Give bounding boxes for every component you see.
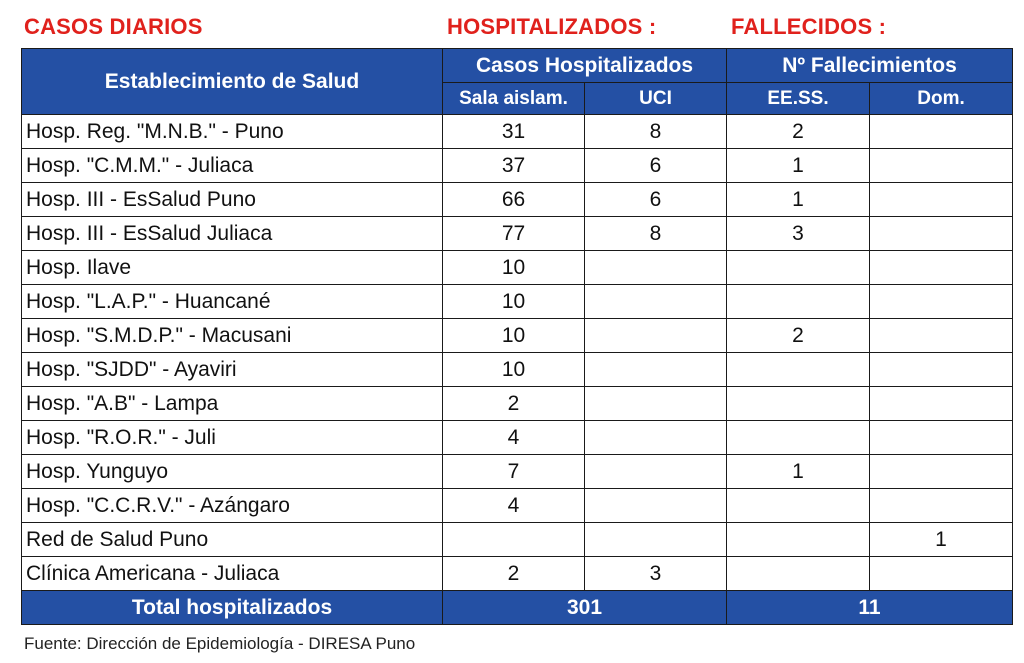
heading-casos-diarios: CASOS DIARIOS xyxy=(24,14,203,39)
cell-eess: 3 xyxy=(727,217,870,251)
source-note: Fuente: Dirección de Epidemiología - DIRESA Puno xyxy=(24,634,416,653)
header-fallecimientos: Nº Fallecimientos xyxy=(727,49,1013,83)
cell-dom xyxy=(870,421,1013,455)
cell-sala: 66 xyxy=(443,183,585,217)
table-row xyxy=(22,421,1013,455)
cell-dom xyxy=(870,115,1013,149)
cell-establecimiento: Hosp. "S.M.D.P." - Macusani xyxy=(22,319,443,353)
table-row xyxy=(22,523,1013,557)
cell-establecimiento: Hosp. "SJDD" - Ayaviri xyxy=(22,353,443,387)
table-row xyxy=(22,183,1013,217)
cell-sala: 4 xyxy=(443,421,585,455)
cell-sala: 7 xyxy=(443,455,585,489)
cell-eess: 1 xyxy=(727,149,870,183)
table-row xyxy=(22,217,1013,251)
cell-establecimiento: Hosp. III - EsSalud Puno xyxy=(22,183,443,217)
cell-dom xyxy=(870,489,1013,523)
table-row xyxy=(22,353,1013,387)
total-fallecidos-value: 11 xyxy=(727,591,1013,625)
cell-establecimiento: Hosp. Ilave xyxy=(22,251,443,285)
heading-hospitalizados: HOSPITALIZADOS : xyxy=(447,14,657,39)
cell-dom xyxy=(870,319,1013,353)
subheader-uci: UCI xyxy=(585,83,727,115)
cell-sala: 2 xyxy=(443,387,585,421)
table-row xyxy=(22,455,1013,489)
cell-eess xyxy=(727,387,870,421)
cell-sala: 10 xyxy=(443,353,585,387)
cell-sala: 10 xyxy=(443,251,585,285)
cell-dom: 1 xyxy=(870,523,1013,557)
total-hospitalizados-value: 301 xyxy=(443,591,727,625)
cell-sala: 2 xyxy=(443,557,585,591)
cell-eess: 1 xyxy=(727,455,870,489)
cell-dom xyxy=(870,251,1013,285)
cell-sala: 37 xyxy=(443,149,585,183)
cell-establecimiento: Hosp. III - EsSalud Juliaca xyxy=(22,217,443,251)
cell-dom xyxy=(870,217,1013,251)
cell-uci xyxy=(585,421,727,455)
table-row xyxy=(22,489,1013,523)
heading-fallecidos: FALLECIDOS : xyxy=(731,14,887,39)
cell-establecimiento: Hosp. "C.M.M." - Juliaca xyxy=(22,149,443,183)
cell-establecimiento: Hosp. "L.A.P." - Huancané xyxy=(22,285,443,319)
cell-uci: 8 xyxy=(585,115,727,149)
cell-uci xyxy=(585,455,727,489)
header-casos-hospitalizados: Casos Hospitalizados xyxy=(443,49,727,83)
cell-eess xyxy=(727,353,870,387)
cell-sala: 10 xyxy=(443,319,585,353)
cell-uci xyxy=(585,387,727,421)
cell-dom xyxy=(870,455,1013,489)
cell-uci xyxy=(585,523,727,557)
cell-establecimiento: Hosp. "C.C.R.V." - Azángaro xyxy=(22,489,443,523)
table-row xyxy=(22,149,1013,183)
cell-eess xyxy=(727,285,870,319)
table-row xyxy=(22,285,1013,319)
cell-eess: 2 xyxy=(727,319,870,353)
cell-establecimiento: Hosp. Reg. "M.N.B." - Puno xyxy=(22,115,443,149)
cell-dom xyxy=(870,183,1013,217)
cell-eess xyxy=(727,421,870,455)
table-row xyxy=(22,115,1013,149)
table-row xyxy=(22,319,1013,353)
header-establecimiento: Establecimiento de Salud xyxy=(22,49,443,115)
subheader-eess: EE.SS. xyxy=(727,83,870,115)
total-row xyxy=(22,591,1013,625)
cell-dom xyxy=(870,353,1013,387)
cell-eess xyxy=(727,557,870,591)
table-row xyxy=(22,557,1013,591)
cell-uci xyxy=(585,489,727,523)
cell-dom xyxy=(870,387,1013,421)
cell-eess: 2 xyxy=(727,115,870,149)
cell-eess: 1 xyxy=(727,183,870,217)
cell-dom xyxy=(870,557,1013,591)
cell-sala: 31 xyxy=(443,115,585,149)
cell-sala: 4 xyxy=(443,489,585,523)
subheader-domicilio: Dom. xyxy=(870,83,1013,115)
table-row xyxy=(22,387,1013,421)
cell-uci xyxy=(585,319,727,353)
cell-sala xyxy=(443,523,585,557)
cell-uci: 6 xyxy=(585,149,727,183)
cell-uci: 6 xyxy=(585,183,727,217)
cell-sala: 77 xyxy=(443,217,585,251)
cell-uci: 8 xyxy=(585,217,727,251)
cell-eess xyxy=(727,251,870,285)
cases-table xyxy=(21,48,1013,625)
cell-establecimiento: Clínica Americana - Juliaca xyxy=(22,557,443,591)
cell-dom xyxy=(870,149,1013,183)
cell-establecimiento: Hosp. "R.O.R." - Juli xyxy=(22,421,443,455)
cell-dom xyxy=(870,285,1013,319)
cell-sala: 10 xyxy=(443,285,585,319)
cell-establecimiento: Hosp. "A.B" - Lampa xyxy=(22,387,443,421)
cell-uci xyxy=(585,353,727,387)
cell-uci: 3 xyxy=(585,557,727,591)
total-label: Total hospitalizados xyxy=(22,591,443,625)
cell-establecimiento: Red de Salud Puno xyxy=(22,523,443,557)
cell-uci xyxy=(585,285,727,319)
cell-eess xyxy=(727,489,870,523)
subheader-sala-aislamiento: Sala aislam. xyxy=(443,83,585,115)
cell-establecimiento: Hosp. Yunguyo xyxy=(22,455,443,489)
cell-eess xyxy=(727,523,870,557)
cell-uci xyxy=(585,251,727,285)
table-row xyxy=(22,251,1013,285)
